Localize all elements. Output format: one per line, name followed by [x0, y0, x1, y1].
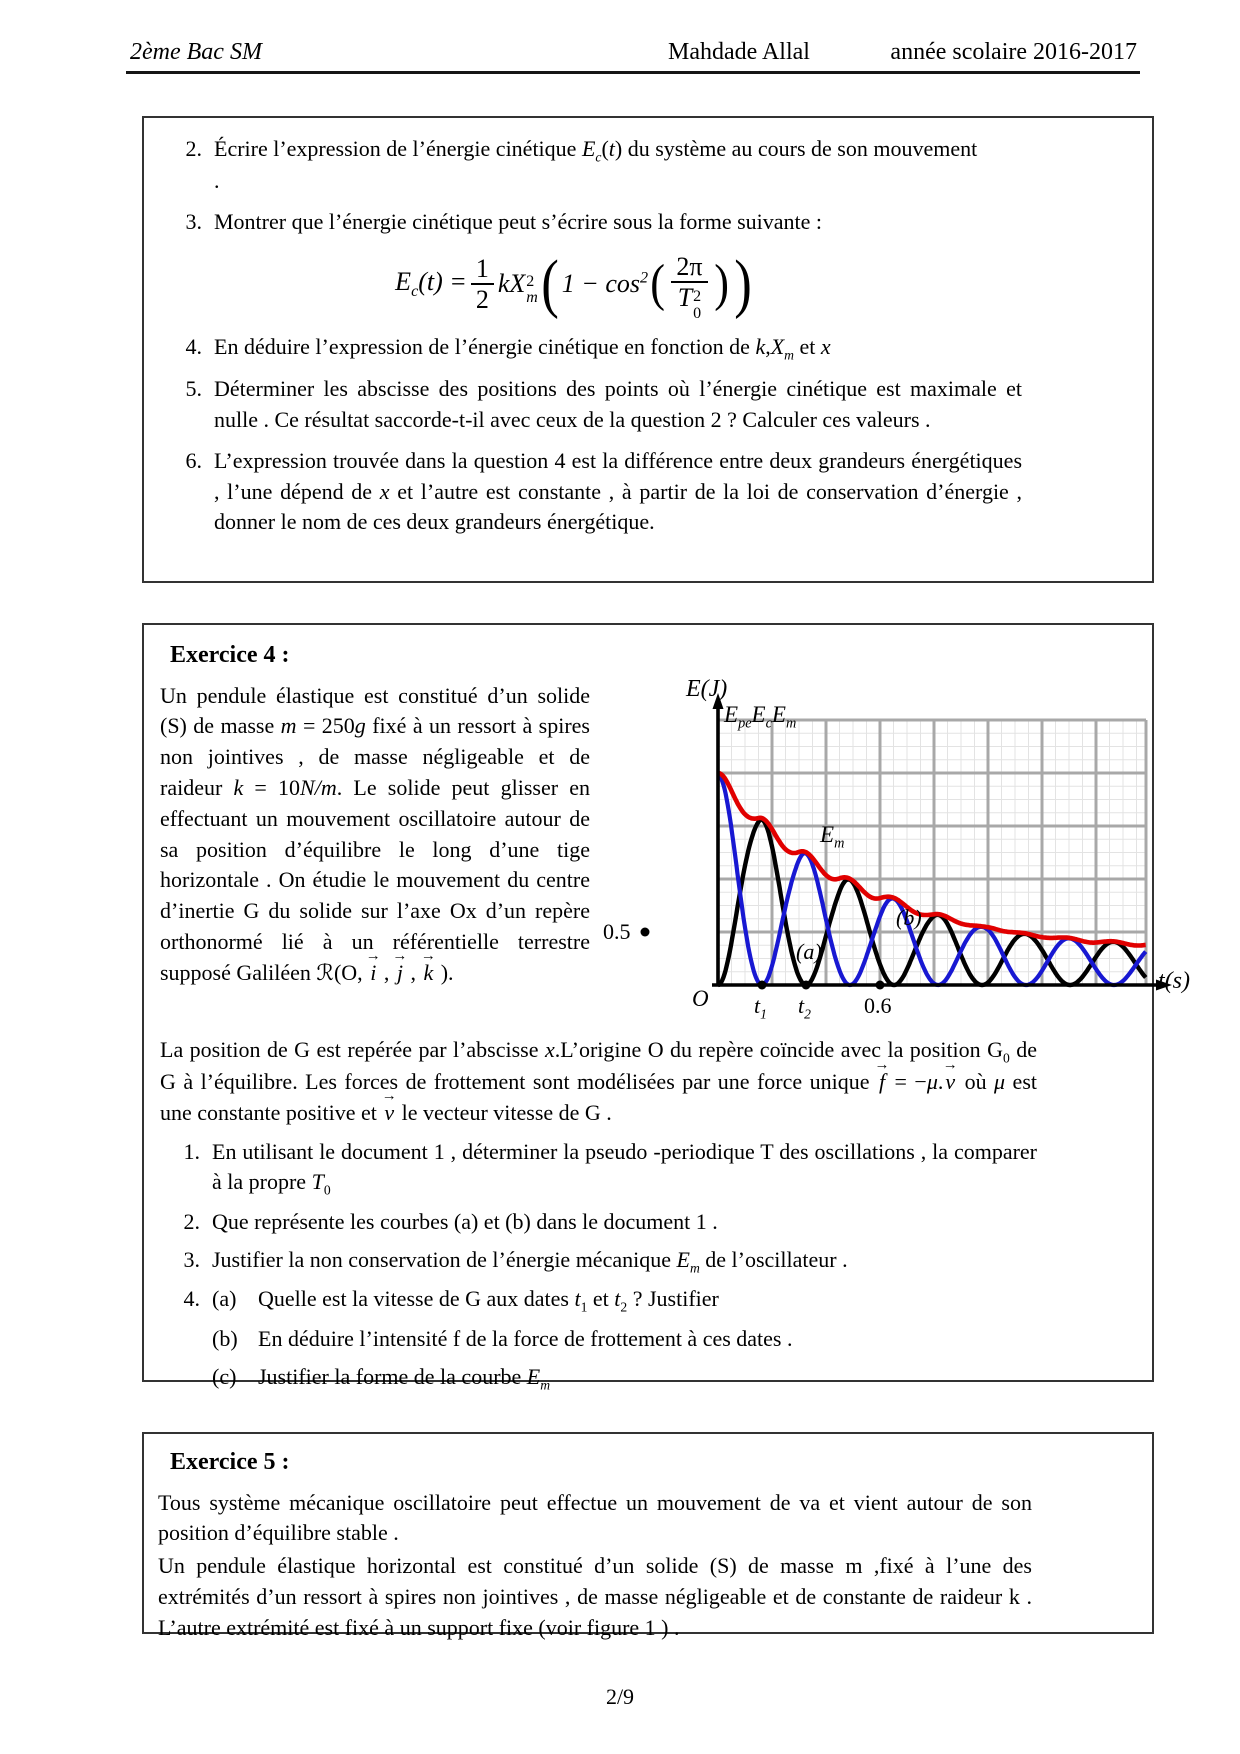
y-tick-0_5: 0.5: [603, 918, 631, 944]
item-text: Justifier la non conservation de l’énergie mécanique $E_m$ de l’oscillateur .: [212, 1246, 848, 1276]
exercice4-question-list: [166, 1137, 1037, 1394]
subitem-number: (b): [212, 1325, 238, 1351]
item-text: En déduire l’expression de l’énergie cinétique en fonction de $k,X_m$ et x: [214, 333, 831, 363]
list-item: [166, 1362, 1037, 1394]
item-text: Déterminer les abscisse des positions des points où l’énergie cinétique est maximale et nulle . Ce résultat saccorde-t-il avec ceux de la question 2 ? Calculer ces valeurs .: [214, 376, 1022, 433]
item-number: 2.: [185, 136, 202, 161]
item-number: 5.: [185, 376, 202, 402]
subitem-number: (c): [212, 1363, 237, 1389]
item-text: Écrire l’expression de l’énergie cinétique $E_c(t)$ du système au cours de son mouvement .: [214, 136, 978, 194]
list-item: [166, 1324, 1037, 1355]
formula-body: $1 - \cos^2$: [561, 268, 649, 298]
list-item: [166, 1207, 1037, 1238]
exercice4-box: [142, 623, 1190, 1392]
header-course: 2ème Bac SM: [130, 39, 262, 65]
y-axis-label: E(J): [686, 675, 728, 702]
curve-label-b: (b): [896, 904, 922, 930]
item-number: 4.: [185, 333, 202, 359]
x-tick-t2: $t_2$: [798, 992, 811, 1021]
document1-chart: [602, 675, 1190, 1027]
item-number: 2.: [183, 1208, 200, 1234]
item-number: 3.: [185, 209, 202, 235]
item-text: Montrer que l’énergie cinétique peut s’écrire sous la forme suivante :: [214, 209, 823, 235]
exercice4-paragraph2: La position de G est repérée par l’abscisse x.L’origine O du repère coïncide avec la position $G_0$ de G à l’équilibre. Les forces de frottement sont modélisées par une force unique → f = −μ.→ v où μ est une constante positive et → v le vecteur vitesse de G .: [160, 1035, 1037, 1129]
item-text: En déduire l’intensité f de la force de frottement à ces dates .: [258, 1325, 793, 1351]
item-number: 3.: [183, 1246, 200, 1272]
item-text: Justifier la forme de la courbe $E_m$: [258, 1363, 551, 1392]
question-list: [168, 332, 1022, 538]
header-school-year: année scolaire 2016-2017: [890, 39, 1137, 65]
x-axis-label: t(s): [1158, 967, 1190, 994]
chart-legend: $E_{pe}E_cE_m$: [724, 701, 797, 732]
list-item: [166, 1137, 1037, 1200]
fraction-one-half: $\frac{1}{2}$: [471, 254, 494, 314]
item-number: 4.: [183, 1286, 200, 1312]
list-item: [168, 446, 1022, 538]
list-item: [168, 374, 1022, 436]
item-number: [166, 1324, 200, 1355]
page-number: 2/9: [605, 1684, 635, 1709]
list-item: [168, 207, 1022, 238]
curve-label-em: $E_m$: [820, 821, 845, 852]
exercice5-box: [142, 1432, 1154, 1640]
list-item: [168, 134, 1022, 197]
fraction-2pi-T0: 2π T 2 0: [671, 252, 707, 316]
item-text: En utilisant le document 1 , déterminer la pseudo -periodique T des oscillations , la comparer à la propre $T_0$: [212, 1138, 1037, 1198]
subitem-number: (a): [212, 1286, 237, 1312]
item-number: 6.: [185, 447, 202, 473]
exercice4-title: Exercice 4 :: [170, 642, 290, 668]
list-item: [166, 1284, 1037, 1316]
exercice4-intro: Un pendule élastique est constitué d’un solide (S) de masse m = 250g fixé à un ressort à spires non jointives , de masse négligeable et de raideur k = 10N/m. Le solide peut glisser en effectuant un mouvement oscillatoire autour de sa position d’équilibre le long d’une tige horizontale . On étudie le mouvement du centre d’inertie G du solide sur l’axe Ox d’un repère orthonormé lié à un référentielle terrestre supposé Galiléen ℛ(O, → i , → j , → k ).: [160, 681, 1152, 989]
x-tick-t1: $t_1$: [754, 992, 767, 1021]
item-text: Que représente les courbes (a) et (b) dans le document 1 .: [212, 1208, 718, 1234]
exercice5-paragraph1: Tous système mécanique oscillatoire peut effectue un mouvement de va et vient autour de son position d’équilibre stable .: [158, 1489, 1032, 1546]
curve-label-a: (a): [796, 938, 822, 964]
question-list: [168, 134, 1022, 238]
x-tick-0_6: 0.6: [864, 992, 892, 1018]
exercice5-paragraph2: Un pendule élastique horizontal est constitué d’un solide (S) de masse m ,fixé à l’une des extrémités d’un ressort à spires non jointives , de masse négligeable et de constante de raideur k . L’autre extrémité est fixé à un support fixe (voir figure 1 ) .: [158, 1553, 1032, 1640]
list-item: [168, 332, 1022, 364]
energy-chart-svg: [602, 683, 1168, 1027]
item-number: [166, 1362, 200, 1394]
formula-kxm: kX: [497, 268, 526, 298]
exercise3-questions-box: [142, 116, 1154, 583]
item-text: Quelle est la vitesse de G aux dates $t_1$ et $t_2$ ? Justifier: [258, 1286, 719, 1315]
kinetic-energy-formula: $E_c(t)$ = $\frac{1}{2}$ kX 2 m ( $1 - \cos^2$ ( 2π T 2 0 ) ): [395, 246, 752, 322]
item-number: 1.: [183, 1138, 200, 1164]
formula-kxm-supsub: 2 m: [526, 272, 538, 306]
formula-lhs: $E_c(t)$ =: [395, 267, 467, 301]
exercice5-title: Exercice 5 :: [170, 1449, 290, 1475]
header-author: Mahdade Allal: [668, 39, 810, 65]
header-rule: [126, 71, 1140, 74]
item-text: L’expression trouvée dans la question 4 est la différence entre deux grandeurs énergétiques , l’une dépend de x et l’autre est constante , à partir de la loi de conservation d’énergie , donner le nom de ces deux grandeurs énergétique.: [214, 447, 1023, 535]
list-item: [166, 1245, 1037, 1277]
origin-label: O: [692, 985, 709, 1011]
